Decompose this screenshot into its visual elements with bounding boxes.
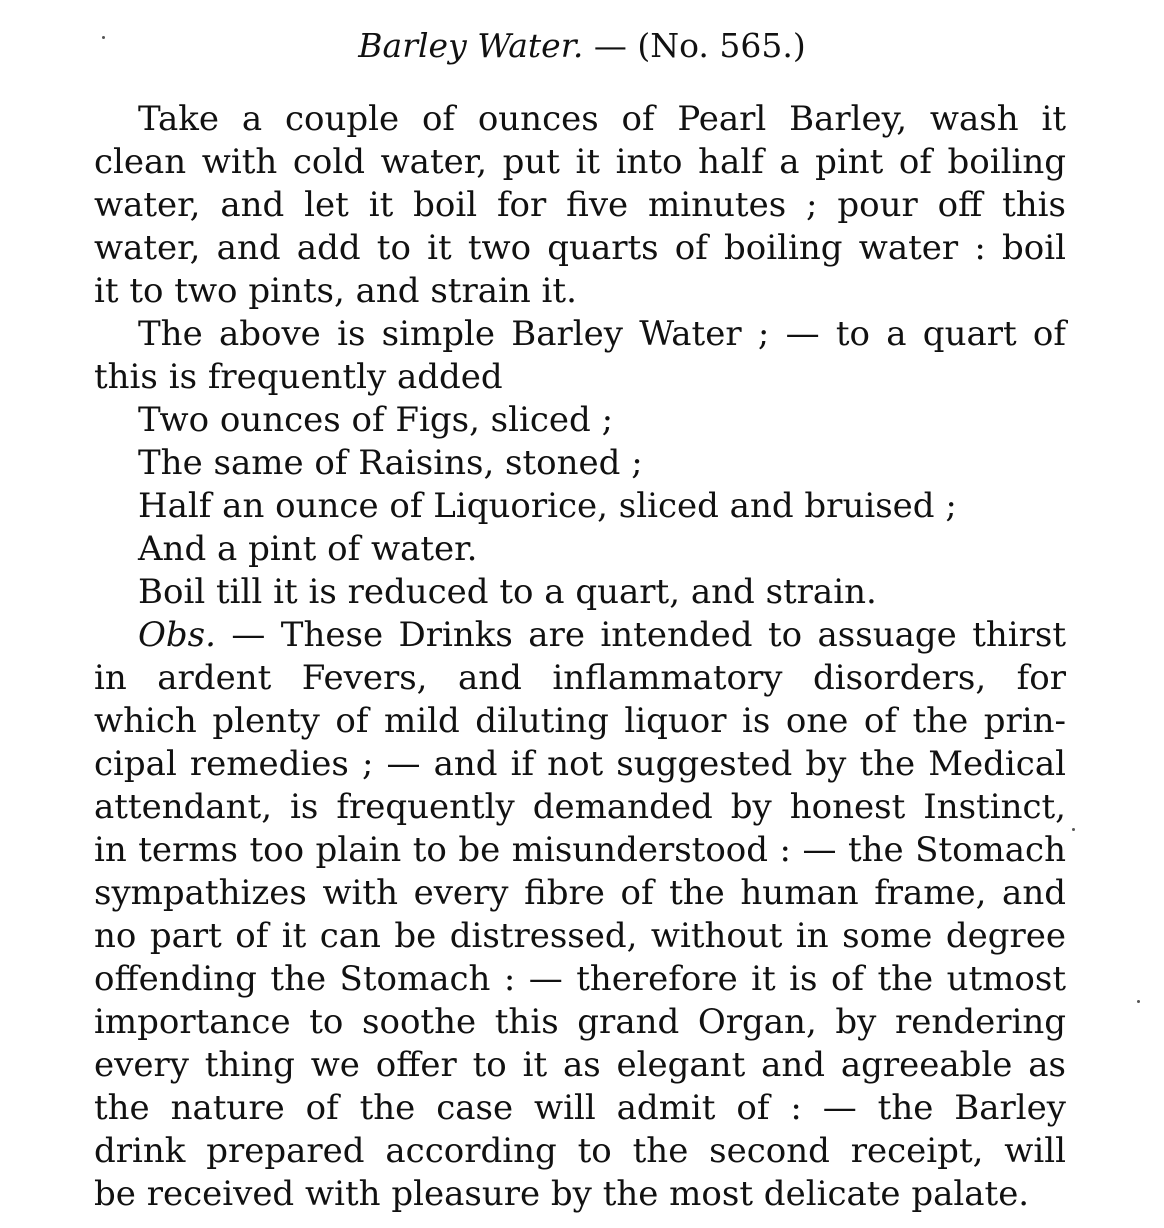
obs-first-line (94, 614, 1066, 657)
text-line: in ardent Fevers, and inflammatory disorders, for (94, 658, 1066, 698)
text-line: in terms too plain to be misunderstood : — the Stomach (94, 830, 1066, 870)
text-line: drink prepared according to the second receipt, will (94, 1131, 1066, 1171)
text-line: water, and add to it two quarts of boiling water : boil (94, 228, 1066, 268)
text-line: the nature of the case will admit of : — the Barley (94, 1088, 1066, 1128)
text-line: sympathizes with every fibre of the human frame, and (94, 873, 1066, 913)
print-speck (102, 36, 105, 39)
text-line: Take a couple of ounces of Pearl Barley, wash it (138, 99, 1066, 139)
recipe-title (0, 20, 1164, 72)
text-line: offending the Stomach : — therefore it is of the utmost (94, 959, 1066, 999)
recipe-body (94, 98, 1066, 1216)
ingredient-line: And a pint of water. (138, 529, 478, 569)
text-line: cipal remedies ; — and if not suggested by the Medical (94, 744, 1066, 784)
text-line: it to two pints, and strain it. (94, 271, 577, 311)
ingredient-line: Half an ounce of Liquorice, sliced and bruised ; (138, 486, 957, 526)
print-speck (1137, 1000, 1140, 1003)
text-line: attendant, is frequently demanded by honest Instinct, (94, 787, 1066, 827)
recipe-number: — (No. 565.) (583, 26, 806, 65)
recipe-name: Barley Water. (358, 26, 584, 65)
text-line: this is frequently added (94, 357, 503, 397)
text-line: no part of it can be distressed, without in some degree (94, 916, 1066, 956)
obs-label: Obs. (138, 615, 216, 655)
ingredient-line: The same of Raisins, stoned ; (138, 443, 643, 483)
text-line: clean with cold water, put it into half a pint of boiling (94, 142, 1066, 182)
ingredient-line: Two ounces of Figs, sliced ; (138, 400, 614, 440)
text-line: The above is simple Barley Water ; — to a quart of (138, 314, 1066, 354)
text-line: every thing we offer to it as elegant and agreeable as (94, 1045, 1066, 1085)
text-line: be received with pleasure by the most delicate palate. (94, 1174, 1030, 1214)
text-line: water, and let it boil for five minutes ; pour off this (94, 185, 1066, 225)
print-speck (1072, 828, 1075, 831)
text-line: which plenty of mild diluting liquor is one of the prin- (94, 701, 1066, 741)
text-line: importance to soothe this grand Organ, by rendering (94, 1002, 1066, 1042)
instruction-line: Boil till it is reduced to a quart, and strain. (138, 572, 877, 612)
obs-first-text: — These Drinks are intended to assuage thirst (215, 615, 1066, 655)
